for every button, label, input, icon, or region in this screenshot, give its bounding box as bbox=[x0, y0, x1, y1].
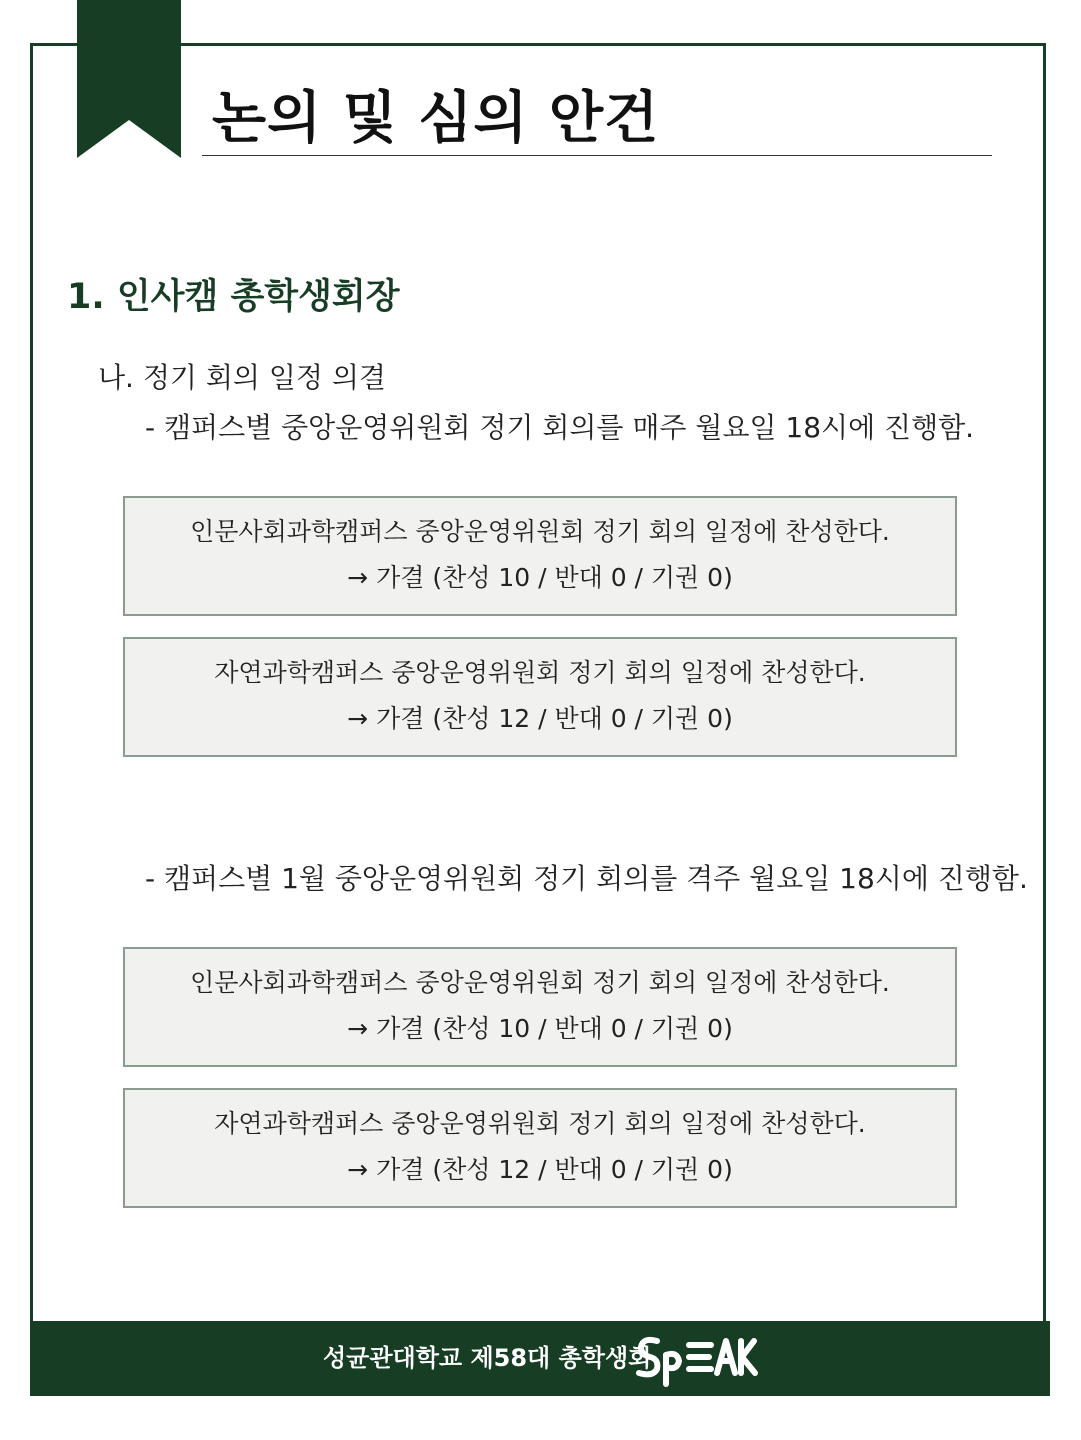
bookmark-ribbon-icon bbox=[77, 0, 181, 158]
vote-statement: 인문사회과학캠퍼스 중앙운영위원회 정기 회의 일정에 찬성한다. bbox=[190, 517, 890, 546]
vote-result: → 가결 (찬성 10 / 반대 0 / 기권 0) bbox=[347, 1014, 733, 1043]
vote-result: → 가결 (찬성 12 / 반대 0 / 기권 0) bbox=[347, 704, 733, 733]
motion-text: - 캠퍼스별 중앙운영위원회 정기 회의를 매주 월요일 18시에 진행함. bbox=[145, 411, 975, 444]
vote-result: → 가결 (찬성 10 / 반대 0 / 기권 0) bbox=[347, 563, 733, 592]
vote-statement: 인문사회과학캠퍼스 중앙운영위원회 정기 회의 일정에 찬성한다. bbox=[190, 968, 890, 997]
footer-org-text: 성균관대학교 제58대 총학생회 bbox=[323, 1344, 652, 1372]
section-heading: 1. 인사캠 총학생회장 bbox=[67, 277, 400, 317]
footer-bar bbox=[30, 1321, 1050, 1396]
vote-result-box bbox=[123, 1088, 957, 1208]
vote-statement: 자연과학캠퍼스 중앙운영위원회 정기 회의 일정에 찬성한다. bbox=[214, 1109, 866, 1138]
motion-text: - 캠퍼스별 1월 중앙운영위원회 정기 회의를 격주 월요일 18시에 진행함. bbox=[145, 862, 1028, 895]
speak-logo-icon bbox=[633, 1329, 758, 1389]
vote-result: → 가결 (찬성 12 / 반대 0 / 기권 0) bbox=[347, 1155, 733, 1184]
vote-result-box bbox=[123, 496, 957, 616]
vote-statement: 자연과학캠퍼스 중앙운영위원회 정기 회의 일정에 찬성한다. bbox=[214, 658, 866, 687]
title-divider bbox=[202, 155, 992, 156]
vote-result-box bbox=[123, 637, 957, 757]
sub-heading: 나. 정기 회의 일정 의결 bbox=[98, 361, 386, 394]
vote-result-box bbox=[123, 947, 957, 1067]
page-title: 논의 및 심의 안건 bbox=[212, 86, 660, 151]
